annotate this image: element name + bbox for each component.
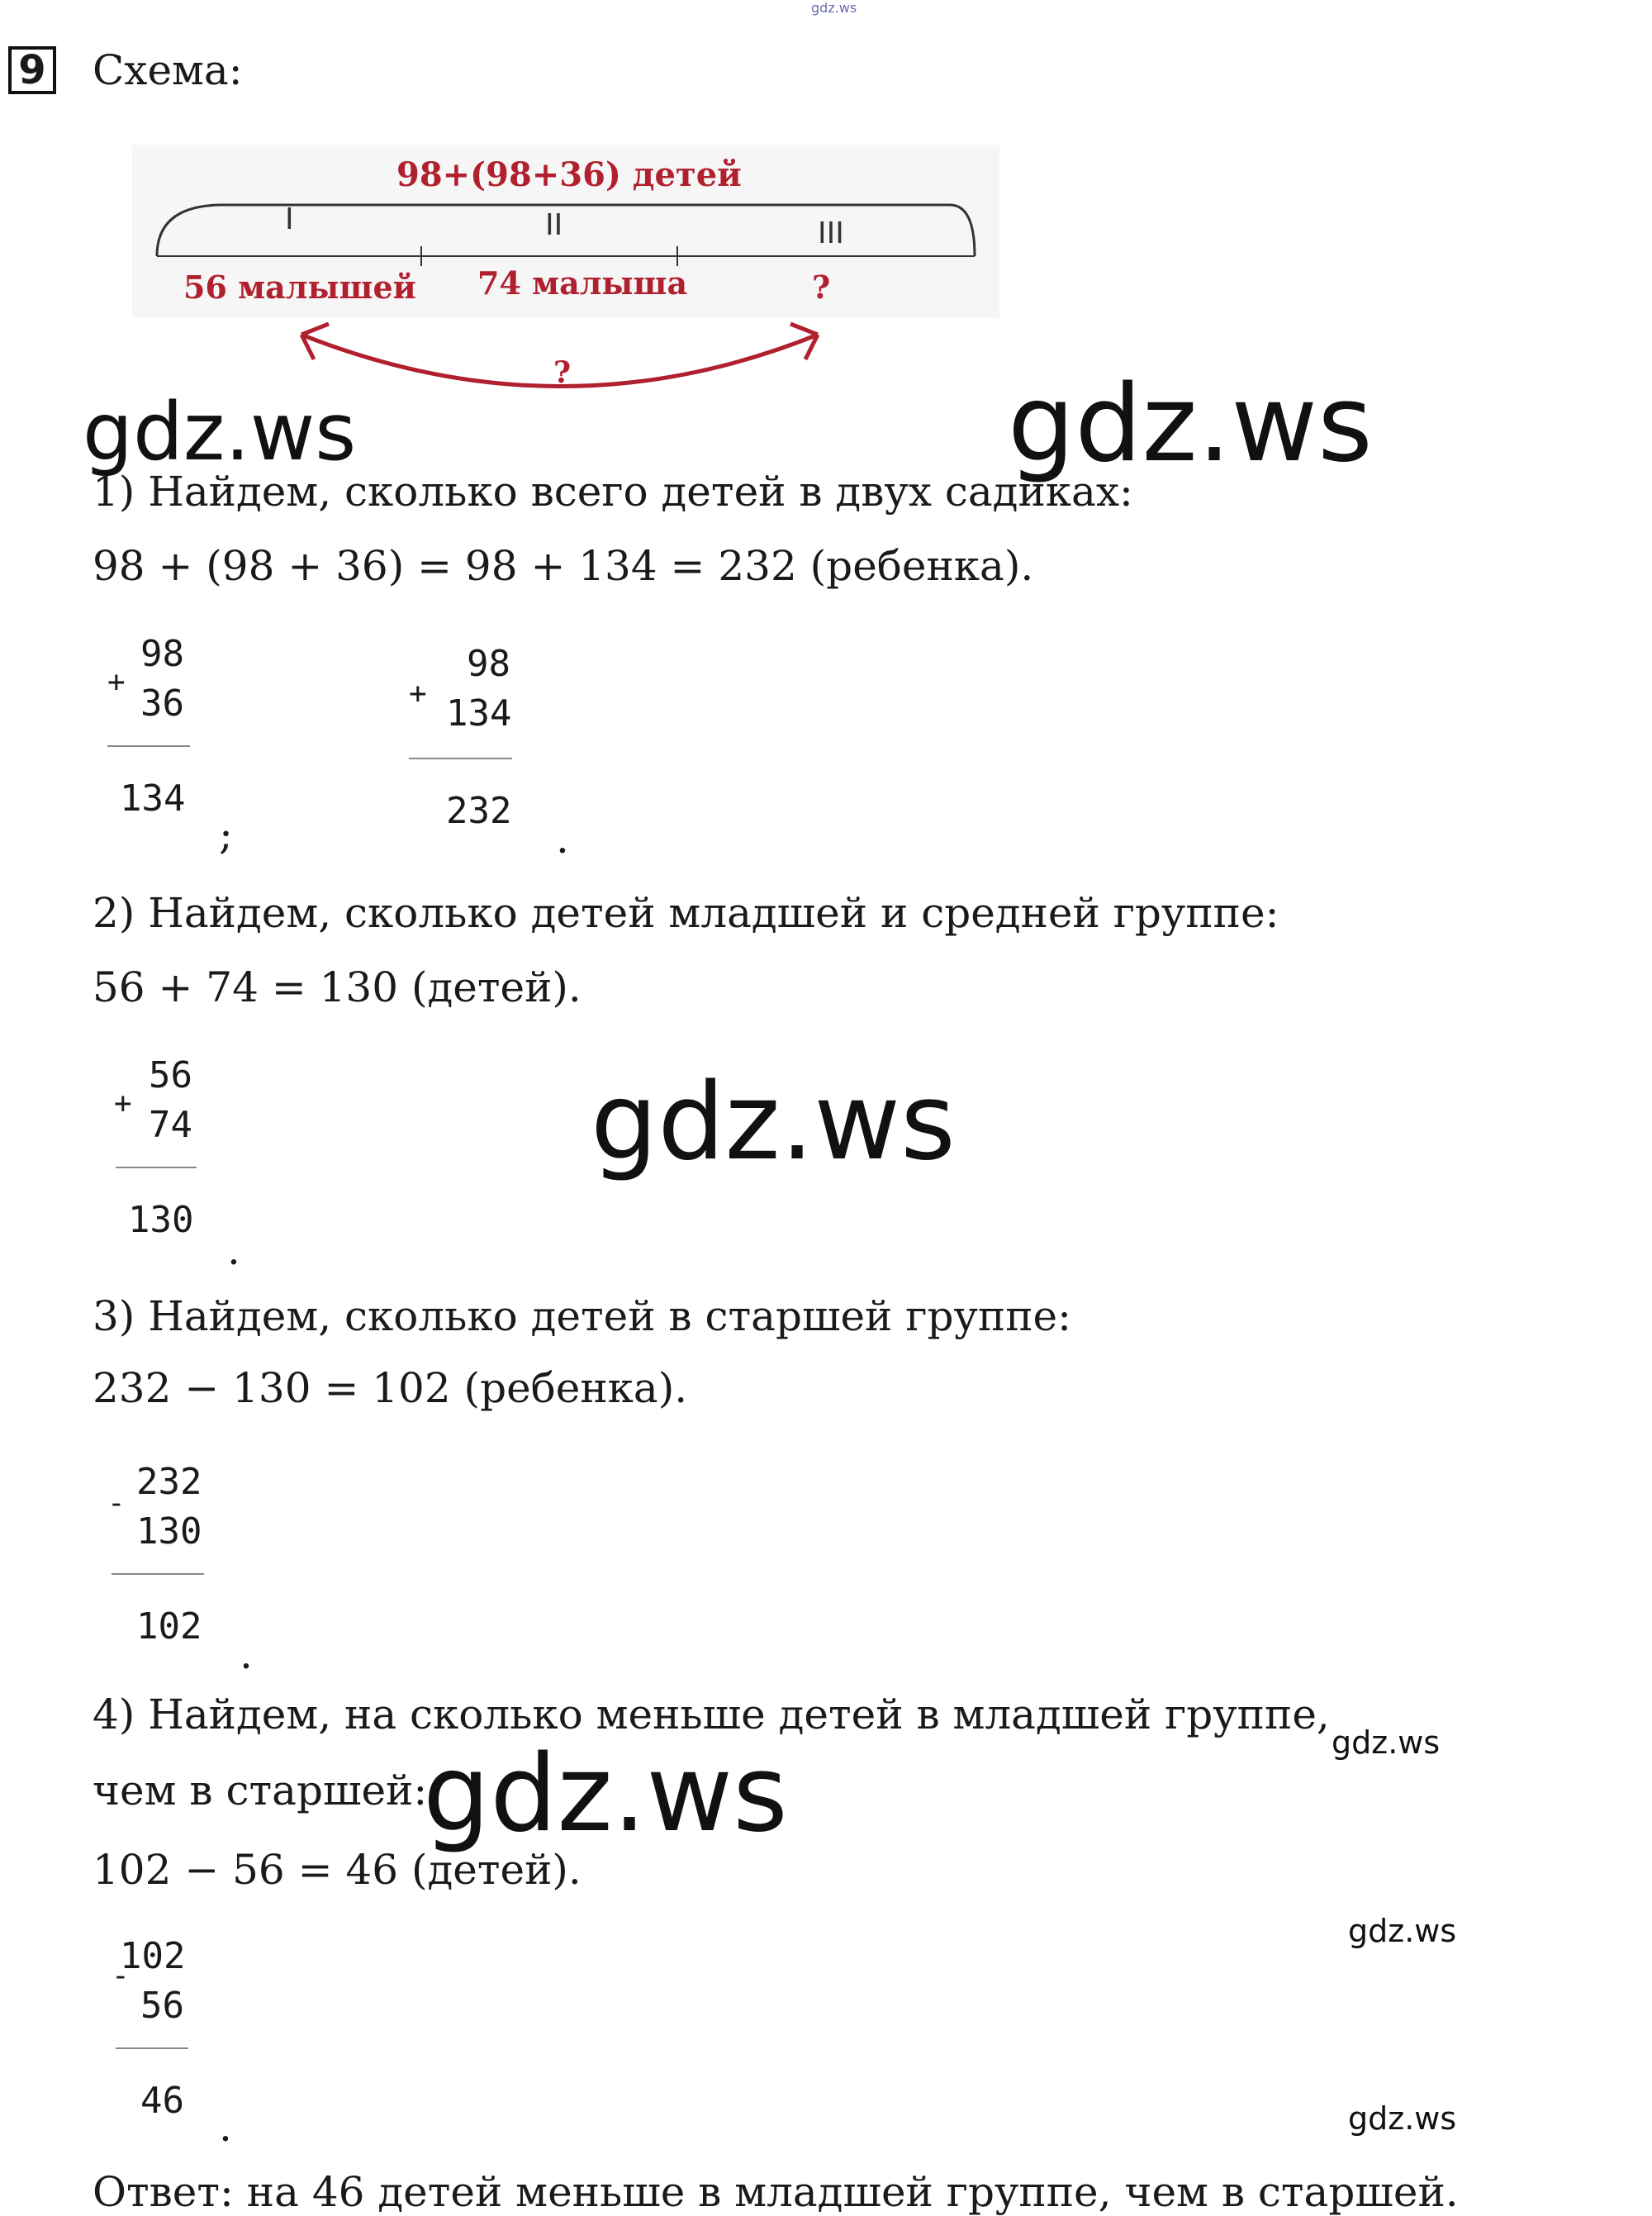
operator-sign: + (409, 677, 427, 711)
step4-title-continued: чем в старшей: (93, 1767, 428, 1814)
operand-2: 74 (149, 1104, 192, 1146)
step2-expression: 56 + 74 = 130 (детей). (93, 963, 582, 1011)
watermark: gdz.ws (423, 1733, 788, 1856)
operand-1: 102 (120, 1935, 186, 1977)
step1-title: 1) Найдем, сколько всего детей в двух садиках: (93, 468, 1133, 516)
end-mark: . (219, 2103, 232, 2151)
operand-2: 56 (140, 1985, 184, 2027)
result: 130 (128, 1199, 194, 1241)
diagram-group3-unknown: ? (812, 269, 831, 306)
difference-line (116, 2047, 188, 2049)
step2-title: 2) Найдем, сколько детей младшей и средней группе: (93, 889, 1279, 937)
result: 46 (140, 2080, 184, 2122)
operand-2: 130 (136, 1510, 202, 1553)
end-mark: . (556, 815, 569, 863)
operator-sign: + (114, 1087, 132, 1120)
result: 134 (120, 778, 186, 820)
watermark: gdz.ws (1332, 1724, 1441, 1761)
watermark: gdz.ws (1348, 2100, 1457, 2137)
segment-label-1: I (285, 202, 294, 236)
step4-title: 4) Найдем, на сколько меньше детей в младшей группе, (93, 1691, 1330, 1738)
operand-1: 56 (149, 1054, 192, 1096)
operator-sign: + (107, 665, 126, 699)
watermark: gdz.ws (83, 386, 357, 478)
step1-expression: 98 + (98 + 36) = 98 + 134 = 232 (ребенка). (93, 542, 1034, 590)
sum-line (107, 745, 190, 747)
column-calc-1 (103, 628, 233, 858)
column-calc-5 (112, 1930, 277, 2153)
operand-1: 98 (140, 633, 184, 675)
operand-1: 98 (467, 643, 510, 685)
watermark: gdz.ws (1348, 1913, 1457, 1949)
operand-2: 36 (140, 682, 184, 725)
sum-line (116, 1167, 197, 1168)
column-calc-3 (112, 1049, 260, 1272)
diagram-arrow-unknown: ? (553, 355, 572, 390)
end-mark: . (240, 1630, 253, 1678)
diagram-group1-value: 56 малышей (183, 269, 416, 306)
column-calc-2 (409, 638, 569, 863)
difference-line (112, 1573, 204, 1575)
operand-2: 134 (446, 692, 512, 735)
watermark: gdz.ws (1008, 363, 1373, 486)
watermark: gdz.ws (591, 1061, 956, 1184)
end-mark: . (227, 1226, 240, 1274)
operand-1: 232 (136, 1461, 202, 1503)
step3-expression: 232 − 130 = 102 (ребенка). (93, 1364, 688, 1412)
step3-title: 3) Найдем, сколько детей в старшей группе: (93, 1292, 1071, 1340)
task-number: 9 (8, 46, 56, 94)
end-mark: ; (219, 811, 233, 858)
diagram-group2-value: 74 малыша (477, 264, 688, 302)
segment-label-2: II (545, 208, 563, 242)
result: 232 (446, 790, 512, 832)
brace-line (157, 205, 975, 256)
watermark-top: gdz.ws (811, 0, 857, 16)
diagram-total-label: 98+(98+36) детей (396, 155, 742, 194)
column-calc-4 (107, 1456, 273, 1679)
step4-expression: 102 − 56 = 46 (детей). (93, 1846, 582, 1894)
task-title: Схема: (93, 46, 243, 94)
sum-line (409, 758, 512, 759)
segment-label-3: III (818, 216, 844, 250)
operator-sign: - (107, 1486, 126, 1520)
result: 102 (136, 1605, 202, 1648)
operator-sign: - (112, 1959, 130, 1993)
answer-text: Ответ: на 46 детей меньше в младшей группе, чем в старшей. (93, 2168, 1459, 2216)
